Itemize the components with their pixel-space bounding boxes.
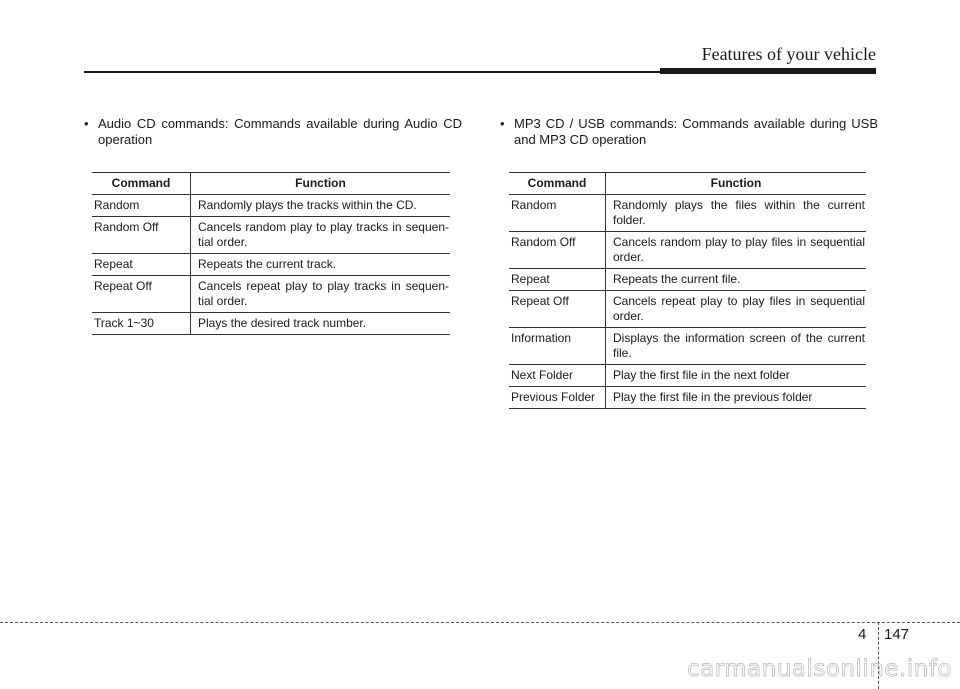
mp3-usb-intro (500, 116, 878, 148)
bullet-icon: • (84, 116, 89, 131)
table-row (92, 217, 450, 254)
audio-cd-command-table (92, 172, 450, 335)
table-row (92, 254, 450, 276)
function-cell: Displays the information screen of the current file. (606, 328, 867, 365)
column-header-function: Function (606, 173, 867, 195)
command-cell: Repeat Off (509, 291, 606, 328)
table-row (509, 195, 866, 232)
mp3-usb-intro-text: MP3 CD / USB commands: Commands available during USB and MP3 CD operation (514, 116, 878, 147)
table-row (509, 328, 866, 365)
header-rule-accent (660, 68, 876, 74)
function-cell: Play the first file in the next folder (606, 365, 867, 387)
command-cell: Random (509, 195, 606, 232)
audio-cd-intro-text: Audio CD commands: Commands available during Audio CD operation (98, 116, 462, 147)
bullet-icon: • (500, 116, 505, 131)
table-row (92, 313, 450, 335)
command-cell: Next Folder (509, 365, 606, 387)
command-cell: Repeat Off (92, 276, 191, 313)
table-row (509, 291, 866, 328)
column-header-function: Function (191, 173, 451, 195)
page-number: 147 (884, 626, 910, 643)
table-row (509, 232, 866, 269)
function-cell: Cancels random play to play tracks in sequen-tial order. (191, 217, 451, 254)
function-cell: Repeats the current file. (606, 269, 867, 291)
function-cell: Randomly plays the tracks within the CD. (191, 195, 451, 217)
column-header-command: Command (509, 173, 606, 195)
mp3-usb-command-table (509, 172, 866, 409)
command-cell: Repeat (509, 269, 606, 291)
table-row (92, 276, 450, 313)
table-row (509, 387, 866, 409)
command-cell: Information (509, 328, 606, 365)
column-header-command: Command (92, 173, 191, 195)
command-cell: Random Off (92, 217, 191, 254)
table-row (509, 365, 866, 387)
command-cell: Previous Folder (509, 387, 606, 409)
function-cell: Cancels repeat play to play tracks in sequen-tial order. (191, 276, 451, 313)
command-cell: Repeat (92, 254, 191, 276)
table-header-row (92, 173, 450, 195)
function-cell: Plays the desired track number. (191, 313, 451, 335)
command-cell: Random Off (509, 232, 606, 269)
function-cell: Play the first file in the previous folder (606, 387, 867, 409)
watermark: carmanualsonline.info (686, 656, 952, 682)
function-cell: Repeats the current track. (191, 254, 451, 276)
table-row (509, 269, 866, 291)
table-row (92, 195, 450, 217)
table-header-row (509, 173, 866, 195)
chapter-number: 4 (858, 626, 867, 643)
section-title: Features of your vehicle (701, 44, 876, 64)
command-cell: Random (92, 195, 191, 217)
function-cell: Randomly plays the files within the current folder. (606, 195, 867, 232)
command-cell: Track 1~30 (92, 313, 191, 335)
function-cell: Cancels repeat play to play files in sequential order. (606, 291, 867, 328)
function-cell: Cancels random play to play files in sequential order. (606, 232, 867, 269)
footer-divider (0, 622, 960, 623)
audio-cd-intro (84, 116, 462, 148)
header-rule (84, 71, 674, 73)
